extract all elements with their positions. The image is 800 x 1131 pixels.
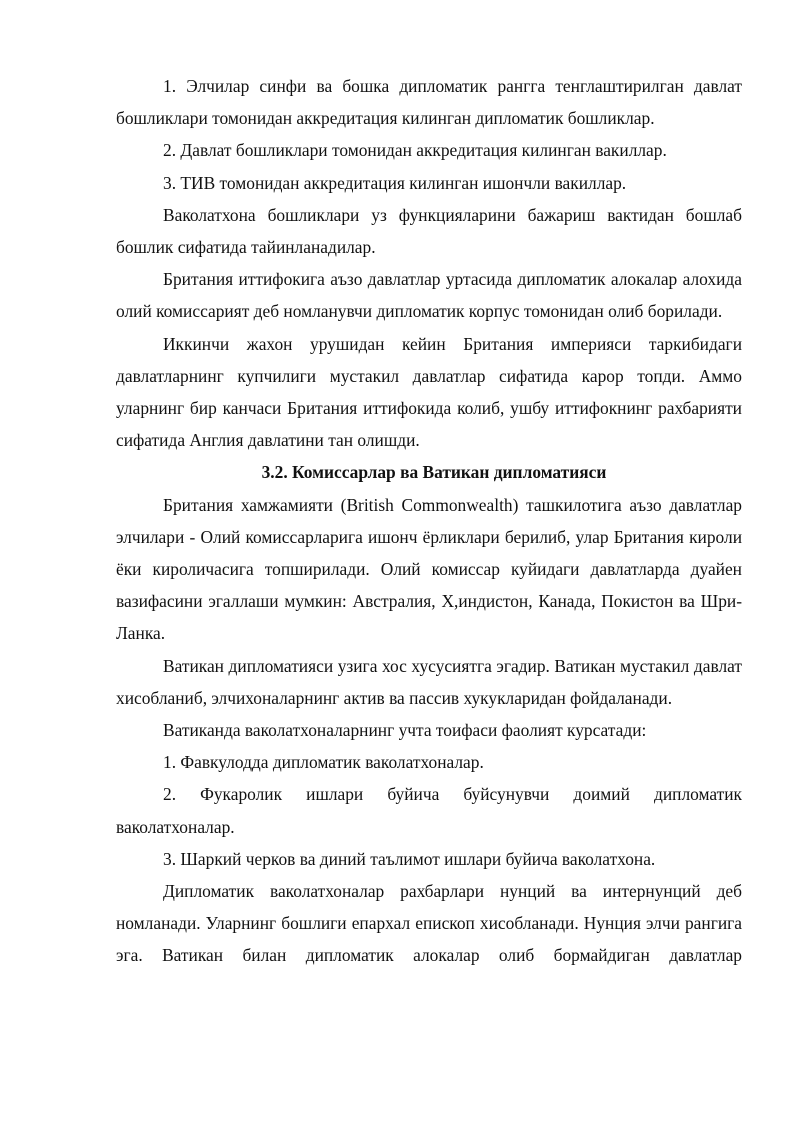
paragraph-list-item-1: 1. Элчилар синфи ва бошка дипломатик рангга тенглаштирилган давлат бошликлари томонидан аккредитация килинган дипломатик бошликлар. [116, 76, 742, 129]
document-page [116, 70, 742, 972]
paragraph-vatican-categories: Ватиканда ваколатхоналарнинг учта тоифаси фаолият курсатади: [163, 720, 647, 741]
paragraph-category-3: 3. Шаркий черков ва диний таълимот ишлари буйича ваколатхона. [163, 848, 656, 869]
paragraph-commonwealth: Британия хамжамияти (British Commonwealth) ташкилотига аъзо давлатлар элчилари - Олий комиссарларига ишонч ёрликлари берилиб, улар Британия кироли ёки кироличасига топширилади. Олий комиссар куйидаги давлатларда дуайен вазифасини эгаллаши мумкин: Австралия, Х,индистон, Канада, Покистон ва Шри-Ланка. [116, 494, 742, 644]
section-heading: 3.2. Комиссарлар ва Ватикан дипломатияси [261, 462, 607, 483]
paragraph-after-war: Иккинчи жахон урушидан кейин Британия империяси таркибидаги давлатларнинг купчилиги мустакил давлатлар сифатида карор топди. Аммо уларнинг бир канчаси Британия иттифокида колиб, ушбу иттифокнинг рахбарияти сифатида Англия давлатини тан олишди. [116, 333, 742, 451]
paragraph-british-union: Британия иттифокига аъзо давлатлар уртасида дипломатик алокалар алохида олий комиссарият деб номланувчи дипломатик корпус томонидан олиб борилади. [116, 269, 742, 322]
paragraph-category-2: 2. Фукаролик ишлари буйича буйсунувчи доимий дипломатик ваколатхоналар. [116, 784, 742, 837]
paragraph-vatican-diplomacy: Ватикан дипломатияси узига хос хусусиятга эгадир. Ватикан мустакил давлат хисобланиб, элчихоналарнинг актив ва пассив хукукларидан фойдаланади. [116, 655, 742, 708]
paragraph-list-item-3: 3. ТИВ томонидан аккредитация килинган ишончли вакиллар. [163, 172, 627, 193]
paragraph-nuncio: Дипломатик ваколатхоналар рахбарлари нунций ва интернунций деб номланади. Уларнинг бошлиги епархал епископ хисобланади. Нунция элчи рангига эга. Ватикан билан дипломатик алокалар олиб бормайдиган давлатлар [116, 881, 742, 966]
paragraph-list-item-2: 2. Давлат бошликлари томонидан аккредитация килинган вакиллар. [163, 140, 667, 161]
paragraph-category-1: 1. Фавкулодда дипломатик ваколатхоналар. [163, 752, 484, 773]
paragraph-heads-appointment: Ваколатхона бошликлари уз функцияларини бажариш вактидан бошлаб бошлик сифатида тайинланадилар. [116, 204, 742, 258]
